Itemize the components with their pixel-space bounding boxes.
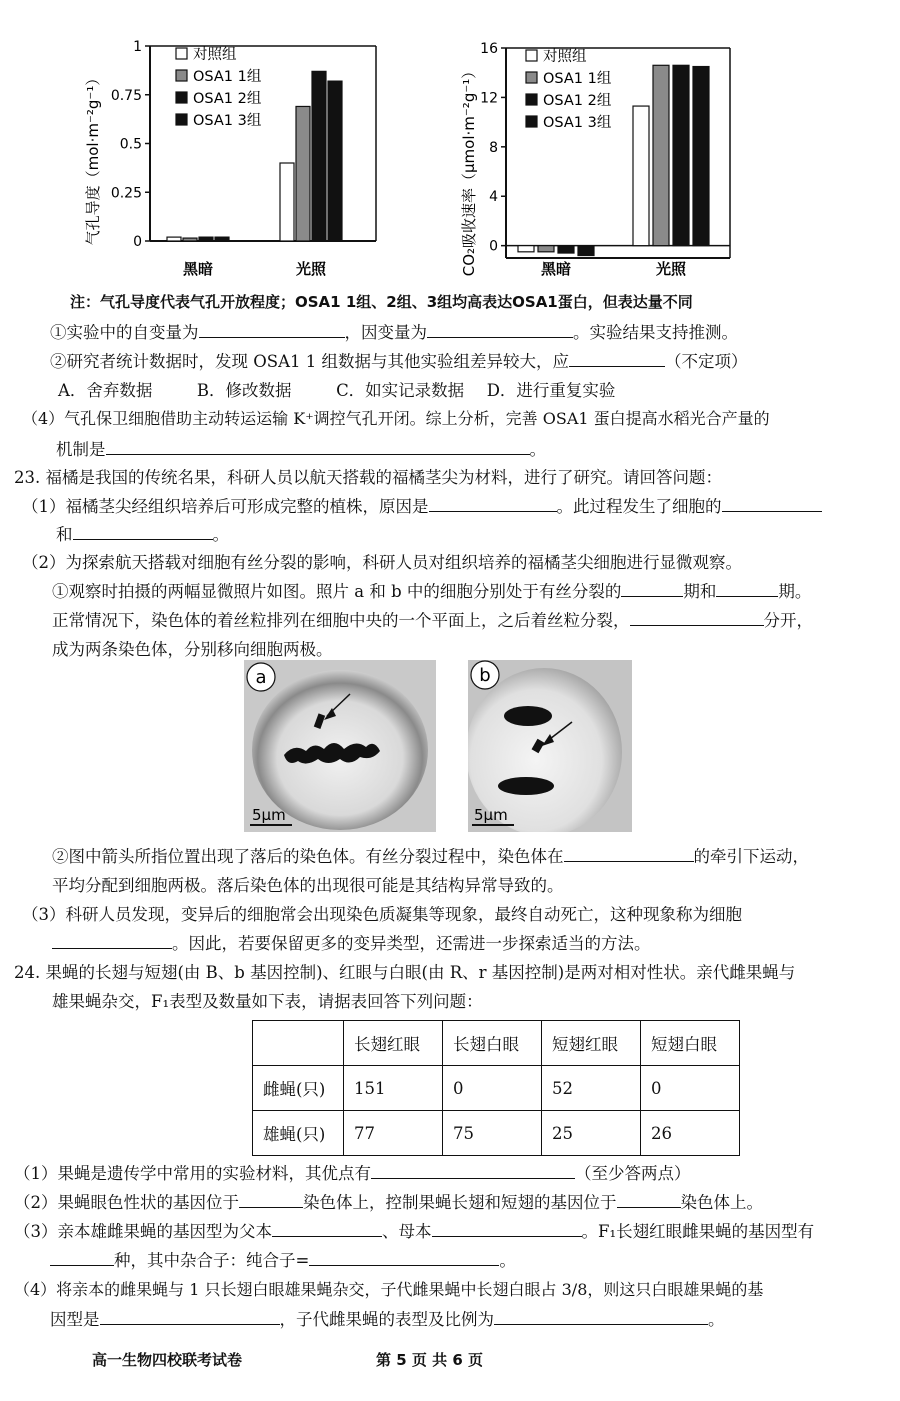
option-a[interactable]: A．舍弃数据 [58,381,153,400]
y-tick-label: 16 [480,41,498,57]
page-number: 第 5 页 共 6 页 [376,1351,483,1369]
bar [199,237,213,241]
q24-intro-line2: 雄果蝇杂交，F₁表型及数量如下表，请据表回答下列问题： [52,992,483,1011]
q24-part3: （3）亲本雄雌果蝇的基因型为父本 、母本 。F₁长翅红眼雌果蝇的基因型有 [14,1222,815,1241]
q24-part4: （4）将亲本的雌果蝇与 1 只长翅白眼雄果蝇杂交，子代雌果蝇中长翅白眼占 3/8，则这只白眼雄果蝇的基 [14,1280,764,1299]
bar [673,65,689,245]
x-category-label: 光照 [295,260,327,278]
option-b[interactable]: B．修改数据 [196,381,292,400]
legend-label: OSA1 2组 [193,91,262,107]
answer-blank[interactable] [106,440,530,455]
y-tick-label: 1 [133,39,142,55]
fly-phenotype-table [252,1020,740,1156]
label-b: b [479,665,491,686]
legend-swatch [176,92,187,103]
legend-label: OSA1 2组 [543,93,612,109]
scale-label-b: 5μm [474,806,508,824]
chart-note: 注：气孔导度代表气孔开放程度；OSA1 1组、2组、3组均高表达OSA1蛋白，但表达量不同 [70,293,693,311]
answer-blank[interactable] [722,497,822,512]
answer-blank[interactable] [272,1222,382,1237]
co2-absorption-chart [440,30,740,285]
bar [633,106,649,246]
bar [518,246,534,252]
answer-blank[interactable] [621,582,683,597]
answer-blank[interactable] [239,1193,303,1208]
scale-label-a: 5μm [252,806,286,824]
legend-label: OSA1 1组 [543,71,612,87]
q23-part1-line2: 和 。 [56,525,229,544]
x-category-label: 光照 [655,260,687,278]
q23-part2: （2）为探索航天搭载对细胞有丝分裂的影响，科研人员对组织培养的福橘茎尖细胞进行显微观察。 [22,553,742,572]
answer-blank[interactable] [569,352,665,367]
q23-intro: 23. 福橘是我国的传统名果，科研人员以航天搭载的福橘茎尖为材料，进行了研究。请回答问题： [14,468,722,487]
footer-title: 高一生物四校联考试卷 [92,1351,243,1369]
bar [538,246,554,252]
bar [558,246,574,253]
legend-swatch [526,116,537,127]
answer-blank[interactable] [630,611,764,626]
q24-intro-line1: 24. 果蝇的长翅与短翅(由 B、b 基因控制)、红眼与白眼(由 R、r 基因控制)是两对相对性状。亲代雌果蝇与 [14,963,796,982]
q23-part2-1: ①观察时拍摄的两幅显微照片如图。照片 a 和 b 中的细胞分别处于有丝分裂的 期和 期。 [52,582,812,601]
legend-label: 对照组 [193,47,237,63]
q22-part4: （4）气孔保卫细胞借助主动转运运输 K⁺调控气孔开闭。综上分析，完善 OSA1 蛋白提高水稻光合产量的 [22,409,770,428]
answer-blank[interactable] [564,847,694,862]
y-tick-label: 0 [133,234,142,250]
bar [280,163,294,241]
table-row: 雌蝇(只) 151 0 52 0 [253,1066,740,1111]
q23-part2-2: ②图中箭头所指位置出现了落后的染色体。有丝分裂过程中，染色体在 的牵引下运动， [52,847,809,866]
table-header-row: 长翅红眼 长翅白眼 短翅红眼 短翅白眼 [253,1021,740,1066]
q24-part3-line2: 种，其中杂合子：纯合子= 。 [50,1247,516,1271]
answer-blank[interactable] [427,323,573,338]
y-tick-label: 12 [480,90,498,107]
legend-swatch [176,114,187,125]
stomatal-conductance-chart [60,30,390,285]
bar [296,106,310,241]
bar [312,71,326,241]
chart2-ylabel: CO₂吸收速率（μmol·m⁻²g⁻¹） [460,63,478,277]
answer-blank[interactable] [50,1251,114,1266]
q22-part4-line2: 机制是 。 [56,440,546,459]
x-category-label: 黑暗 [540,260,572,278]
y-tick-label: 0 [489,238,498,255]
q22-line2: ②研究者统计数据时，发现 OSA1 1 组数据与其他实验组差异较大，应 （不定项） [50,352,748,371]
chart1-ylabel: 气孔导度（mol·m⁻²g⁻¹） [84,70,102,246]
q24-part1: （1）果蝇是遗传学中常用的实验材料，其优点有 （至少答两点） [14,1164,691,1183]
x-category-label: 黑暗 [182,260,214,278]
legend-label: 对照组 [543,49,587,65]
chromosome-group-top [504,706,552,726]
legend-swatch [526,72,537,83]
q23-part3-line2: 。因此，若要保留更多的变异类型，还需进一步探索适当的方法。 [52,930,651,954]
legend-label: OSA1 3组 [543,115,612,131]
y-tick-label: 0.25 [110,185,142,202]
legend-swatch [176,70,187,81]
bar [183,238,197,241]
answer-blank[interactable] [52,934,172,949]
answer-blank[interactable] [73,525,213,540]
answer-blank[interactable] [494,1310,708,1325]
q23-part2-1-line2: 正常情况下，染色体的着丝粒排列在细胞中央的一个平面上，之后着丝粒分裂， 分开， [52,611,813,630]
legend-label: OSA1 3组 [193,113,262,129]
chromosome-group-bottom [498,777,554,795]
q22-line1: ①实验中的自变量为 ，因变量为 。实验结果支持推测。 [50,323,738,342]
bar [167,237,181,241]
answer-blank[interactable] [716,582,778,597]
legend-label: OSA1 1组 [193,69,262,85]
q23-part3: （3）科研人员发现，变异后的细胞常会出现染色质凝集等现象，最终自动死亡，这种现象称为细胞 [22,905,742,924]
bar [693,67,709,246]
option-c[interactable]: C．如实记录数据 [336,381,465,400]
answer-blank[interactable] [617,1193,681,1208]
bar [328,81,342,241]
table-row: 雄蝇(只) 77 75 25 26 [253,1111,740,1156]
y-tick-label: 0.5 [119,136,142,153]
option-d[interactable]: D．进行重复实验 [486,381,616,400]
micrograph-b [468,660,632,832]
answer-blank[interactable] [371,1164,575,1179]
legend-swatch [176,48,187,59]
q23-part1: （1）福橘茎尖经组织培养后可形成完整的植株，原因是 。此过程发生了细胞的 [22,493,822,517]
q22-options [58,377,615,401]
q23-part2-2-line2: 平均分配到细胞两极。落后染色体的出现很可能是其结构异常导致的。 [52,876,564,895]
y-tick-label: 8 [489,139,498,156]
answer-blank[interactable] [429,497,557,512]
answer-blank[interactable] [432,1222,582,1237]
micrograph-a [244,660,436,832]
answer-blank[interactable] [199,323,345,338]
q24-part4-line2: 因型是 ，子代雌果蝇的表型及比例为 。 [50,1310,725,1329]
q24-part2: （2）果蝇眼色性状的基因位于 染色体上，控制果蝇长翅和短翅的基因位于 染色体上。 [14,1193,763,1212]
bar [215,237,229,241]
y-tick-label: 0.75 [110,87,142,104]
legend-swatch [526,94,537,105]
answer-blank[interactable] [100,1310,280,1325]
label-a: a [255,667,267,688]
legend-swatch [526,50,537,61]
bar [578,246,594,256]
y-tick-label: 4 [489,189,498,206]
answer-blank[interactable] [309,1251,499,1266]
bar [653,65,669,245]
q23-part2-1-line3: 成为两条染色体，分别移向细胞两极。 [52,640,333,659]
